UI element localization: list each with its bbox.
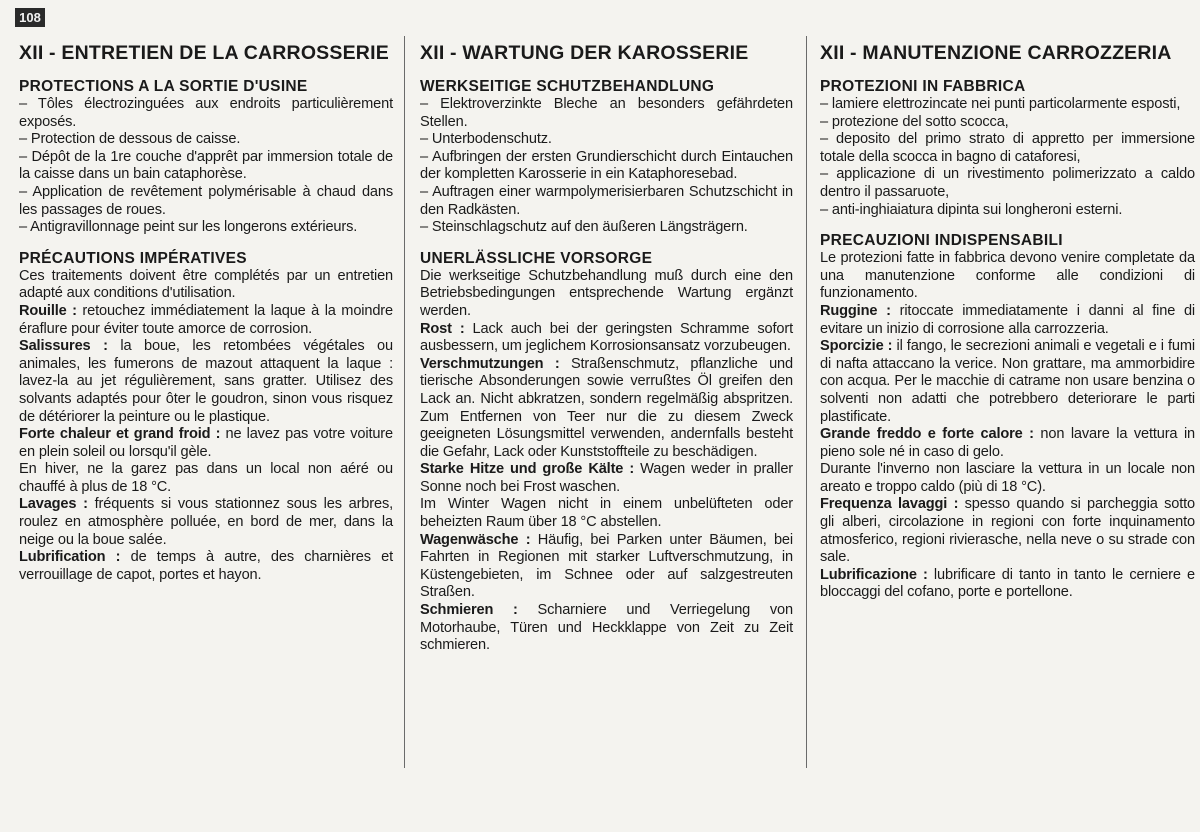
- entry-paragraph: [19, 338, 393, 426]
- precautions-section: [19, 250, 393, 585]
- list-item: – Tôles électrozinguées aux endroits particulièrement exposés.: [19, 96, 393, 130]
- column-title: XII - ENTRETIEN DE LA CARROSSERIE: [19, 42, 389, 64]
- list-item: – Antigravillonnage peint sur les longerons extérieurs.: [19, 219, 358, 236]
- entry-paragraph: [420, 532, 793, 602]
- precautions-section: [420, 250, 793, 655]
- entry-text: En hiver, ne la garez pas dans un local non aéré ou chauffé à plus de 18 °C.: [19, 461, 393, 495]
- list-item: – applicazione di un rivestimento polimerizzato a caldo dentro il passaruote,: [820, 166, 1195, 200]
- entry-text: ritoccate immediatamente i danni al fine di evitare un inizio di corrosione alla carrozzeria.: [820, 302, 1196, 337]
- entry-paragraph: [19, 461, 393, 496]
- entry-term: Lubrificazione :: [820, 566, 928, 583]
- entry-term: Grande freddo e forte calore :: [820, 426, 1034, 443]
- entry-text: Wagen weder in praller Sonne noch bei Frost waschen.: [420, 461, 793, 495]
- entry-text: de temps à autre, des charnières et verrouillage de capot, portes et hayon.: [19, 549, 393, 583]
- list-item: – deposito del primo strato di appretto per immersione totale della scocca in bagno di cataforesi,: [820, 131, 1195, 165]
- entry-term: Rost :: [420, 320, 465, 337]
- intro-paragraph: Le protezioni fatte in fabbrica devono venire completate da una manutenzione conforme alle condizioni di funzionamento.: [820, 250, 1195, 302]
- entry-paragraph: [820, 461, 1195, 496]
- column-divider: [806, 36, 807, 768]
- list-item: – Protection de dessous de caisse.: [19, 131, 241, 148]
- list-item: – protezione del sotto scocca,: [820, 113, 1009, 130]
- entry-text: Durante l'inverno non lasciare la vettura in un locale non areato e troppo caldo (più di 18 °C).: [820, 461, 1195, 495]
- list-item: – Auftragen einer warmpolymerisierbaren Schutzschicht in den Radkästen.: [420, 183, 793, 218]
- entry-paragraph: [19, 426, 393, 461]
- entry-term: Lubrification :: [19, 549, 121, 566]
- entry-term: Salissures :: [19, 338, 108, 355]
- section-heading: UNERLÄSSLICHE VORSORGE: [420, 249, 653, 267]
- entry-paragraph: [19, 303, 393, 338]
- entry-text: spesso quando si parcheggia sotto gli alberi, circolazione in regioni con forte inquinamento atmosferico, regioni rivierasche, nella neve o su strade con sale.: [820, 496, 1195, 566]
- factory-protection-section: [820, 78, 1195, 219]
- section-heading: PRECAUZIONI INDISPENSABILI: [820, 232, 1063, 250]
- entry-text: la boue, les retombées végétales ou animales, les fumerons de mazout attaquent la laque : lavez-la au jet régulièrement, sans gratter. Utilisez des solvants adaptés pour ôter le goudron, sinon vous risquez de détériorer la peinture ou le plastique.: [19, 338, 393, 425]
- entry-paragraph: [820, 496, 1195, 566]
- entry-text: Lack auch bei der geringsten Schramme sofort ausbessern, um jeglichem Korrosionsansatz vorzubeugen.: [420, 320, 793, 355]
- intro-paragraph: Ces traitements doivent être complétés par un entretien adapté aux conditions d'utilisation.: [19, 267, 393, 302]
- column-title: XII - MANUTENZIONE CARROZZERIA: [820, 42, 1172, 64]
- section-heading: WERKSEITIGE SCHUTZBEHANDLUNG: [420, 78, 715, 95]
- entry-paragraph: [420, 461, 793, 496]
- entry-paragraph: [820, 567, 1195, 602]
- factory-protection-section: [420, 78, 793, 237]
- entry-text: Scharniere und Verriegelung von Motorhaube, Türen und Heckklappe von Zeit zu Zeit schmieren.: [420, 602, 793, 654]
- entry-term: Lavages :: [19, 496, 88, 513]
- entry-term: Ruggine :: [820, 302, 891, 319]
- entry-paragraph: [420, 356, 793, 462]
- list-item: – lamiere elettrozincate nei punti particolarmente esposti,: [820, 96, 1181, 112]
- entry-paragraph: [420, 496, 793, 531]
- entry-text: non lavare la vettura in pieno sole né in caso di gelo.: [820, 426, 1195, 460]
- intro-paragraph: Die werkseitige Schutzbehandlung muß durch eine den Betriebsbedingungen entsprechende Wartung ergänzt werden.: [420, 267, 793, 319]
- list-item: – Aufbringen der ersten Grundierschicht durch Eintauchen der kompletten Karosserie in ein Kataphoresebad.: [420, 148, 793, 183]
- precautions-section: [820, 232, 1195, 602]
- entry-paragraph: [19, 496, 393, 549]
- column-title: XII - WARTUNG DER KAROSSERIE: [420, 42, 749, 64]
- page-number: 108: [15, 8, 45, 27]
- protection-list: [19, 96, 393, 237]
- list-item: – Elektroverzinkte Bleche an besonders gefährdeten Stellen.: [420, 96, 793, 130]
- list-item: – Unterbodenschutz.: [420, 131, 552, 148]
- list-item: – Application de revêtement polymérisable à chaud dans les passages de roues.: [19, 183, 393, 218]
- entry-term: Sporcizie :: [820, 338, 893, 355]
- entry-text: lubrificare di tanto in tanto le cerniere e bloccaggi del cofano, porte e portellone.: [820, 566, 1196, 601]
- entry-paragraph: [820, 338, 1195, 426]
- entry-paragraph: [820, 303, 1195, 338]
- entry-term: Forte chaleur et grand froid :: [19, 426, 221, 443]
- column-divider: [404, 36, 405, 768]
- list-item: – Steinschlagschutz auf den äußeren Längsträgern.: [420, 219, 748, 236]
- list-item: – Dépôt de la 1re couche d'apprêt par immersion totale de la caisse dans un bain cataphorèse.: [19, 148, 393, 183]
- entry-term: Rouille :: [19, 302, 77, 319]
- protection-list: [820, 96, 1195, 219]
- protection-list: [420, 96, 793, 237]
- section-heading: PROTECTIONS A LA SORTIE D'USINE: [19, 78, 308, 95]
- entry-term: Frequenza lavaggi :: [820, 496, 959, 513]
- entry-paragraph: [420, 321, 793, 356]
- entry-term: Verschmutzungen :: [420, 355, 560, 372]
- factory-protection-section: [19, 78, 393, 237]
- entry-text: ne lavez pas votre voiture en plein soleil ou lorsqu'il gèle.: [19, 426, 393, 460]
- list-item: – anti-inghiaiatura dipinta sui longheroni esterni.: [820, 201, 1123, 218]
- entry-text: Häufig, bei Parken unter Bäumen, bei Fahrten in Regionen mit starker Luftverschmutzung, in Küstengebieten, im Schnee oder auf salzgestreuten Straßen.: [420, 531, 793, 601]
- entry-text: il fango, le secrezioni animali e vegetali e i fumi di nafta attaccano la verice. Non grattare, ma ammorbidire con acqua. Per le macchie di catrame non usare benzina o solventi non adatti che potrebbero deteriorare le parti plastificate.: [820, 338, 1195, 425]
- entry-text: Straßenschmutz, pflanzliche und tierische Absonderungen sowie verrußtes Öl greifen den Lack an. Nicht abkratzen, sondern regelmäßig abspritzen. Zum Entfernen von Teer nur die zu diesem Zweck geeigneten Lösungsmittel verwenden, andernfalls besteht die Gefahr, Lack oder Kunststoffteile zu beschädigen.: [420, 355, 793, 460]
- entry-term: Wagenwäsche :: [420, 531, 531, 548]
- column-french: [19, 40, 393, 810]
- column-italian: [820, 40, 1195, 810]
- entry-paragraph: [420, 602, 793, 655]
- entry-term: Starke Hitze und große Kälte :: [420, 461, 635, 478]
- column-german: [420, 40, 793, 810]
- entry-paragraph: [19, 549, 393, 584]
- section-heading: PROTEZIONI IN FABBRICA: [820, 78, 1026, 95]
- entry-text: Im Winter Wagen nicht in einem unbelüfteten oder beheizten Raum über 18 °C abstellen.: [420, 496, 793, 531]
- entry-term: Schmieren :: [420, 602, 518, 619]
- section-heading: PRÉCAUTIONS IMPÉRATIVES: [19, 249, 247, 267]
- entry-text: retouchez immédiatement la laque à la moindre éraflure pour éviter toute amorce de corrosion.: [19, 302, 393, 337]
- entry-paragraph: [820, 426, 1195, 461]
- entry-text: fréquents si vous stationnez sous les arbres, roulez en atmosphère polluée, en bord de mer, dans la neige ou la boue salée.: [19, 496, 393, 548]
